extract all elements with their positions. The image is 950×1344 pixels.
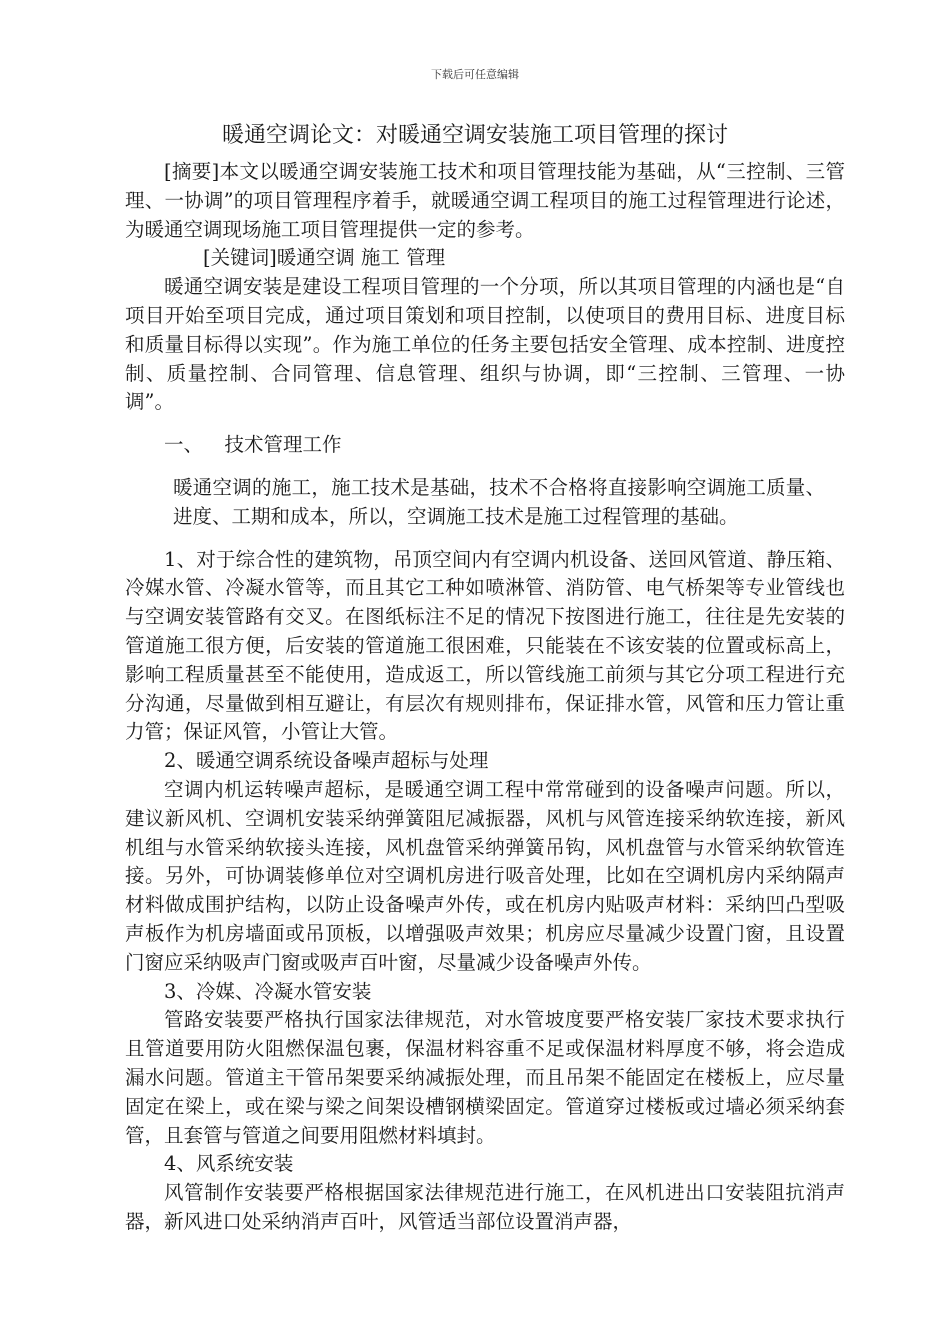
intro-paragraph: 暖通空调安装是建设工程项目管理的一个分项，所以其项目管理的内涵也是“自项目开始至项目完成，通过项目策划和项目控制，以使项目的费用目标、进度目标和质量目标得以实现”。作为施工单位的任务主要包括安全管理、成本控制、进度控制、质量控制、合同管理、信息管理、组织与协调，即“三控制、三管理、一协调”。	[125, 275, 845, 414]
subsection-heading: 4、风系统安装	[164, 1152, 294, 1176]
section-lead-block	[125, 474, 845, 532]
list-item-text: 管路安装要严格执行国家法律规范，对水管坡度要严格安装厂家技术要求执行且管道要用防火阻燃保温包裹，保温材料容重不足或保温材料厚度不够，将会造成漏水问题。管道主干管吊架要采纳减振处理，而且吊架不能固定在楼板上，应尽量固定在梁上，或在梁与梁之间架设槽钢横梁固定。管道穿过楼板或过墙必须采纳套管，且套管与管道之间要用阻燃材料填封。	[125, 1008, 845, 1147]
keywords-line: [关键词]暖通空调 施工 管理	[203, 246, 446, 270]
section-heading	[125, 431, 845, 460]
section-title: 技术管理工作	[224, 433, 342, 457]
section-number: 一、	[164, 433, 204, 457]
subsection-heading: 2、暖通空调系统设备噪声超标与处理	[164, 749, 489, 773]
list-item-text: 1、对于综合性的建筑物，吊顶空间内有空调内机设备、送回风管道、静压箱、冷媒水管、冷凝水管等，而且其它工种如喷淋管、消防管、电气桥架等专业管线也与空调安装管路有交叉。在图纸标注不足的情况下按图进行施工，往往是先安装的管道施工很方便，后安装的管道施工很困难，只能装在不该安装的位置或标高上，影响工程质量甚至不能使用，造成返工，所以管线施工前须与其它分项工程进行充分沟通，尽量做到相互避让，有层次有规则排布，保证排水管，风管和压力管让重力管；保证风管，小管让大管。	[125, 547, 845, 744]
article-body	[125, 158, 845, 1237]
subsection-heading: 3、冷媒、冷凝水管安装	[164, 979, 372, 1003]
article-title: 暖通空调论文：对暖通空调安装施工项目管理的探讨	[221, 123, 728, 148]
section-lead: 暖通空调的施工，施工技术是基础，技术不合格将直接影响空调施工质量、进度、工期和成本，所以，空调施工技术是施工过程管理的基础。	[173, 475, 825, 528]
list-item-text: 风管制作安装要严格根据国家法律规范进行施工，在风机进出口安装阻抗消声器，新风进口处采纳消声百叶，风管适当部位设置消声器，	[125, 1181, 845, 1233]
abstract-paragraph: [摘要]本文以暖通空调安装施工技术和项目管理技能为基础，从“三控制、三管理、一协调”的项目管理程序着手，就暖通空调工程项目的施工过程管理进行论述，为暖通空调现场施工项目管理提供一定的参考。	[125, 160, 845, 241]
header-note: 下载后可任意编辑	[431, 68, 519, 81]
list-item-text: 空调内机运转噪声超标，是暖通空调工程中常常碰到的设备噪声问题。所以，建议新风机、空调机安装采纳弹簧阻尼减振器，风机与风管连接采纳软连接，新风机组与水管采纳软接头连接，风机盘管采纳弹簧吊钩，风机盘管与水管采纳软管连接。另外，可协调装修单位对空调机房进行吸音处理，比如在空调机房内采纳隔声材料做成围护结构，以防止设备噪声外传，或在机房内贴吸声材料：采纳凹凸型吸声板作为机房墙面或吊顶板，以增强吸声效果；机房应尽量减少设置门窗，且设置门窗应采纳吸声门窗或吸声百叶窗，尽量减少设备噪声外传。	[125, 777, 845, 974]
